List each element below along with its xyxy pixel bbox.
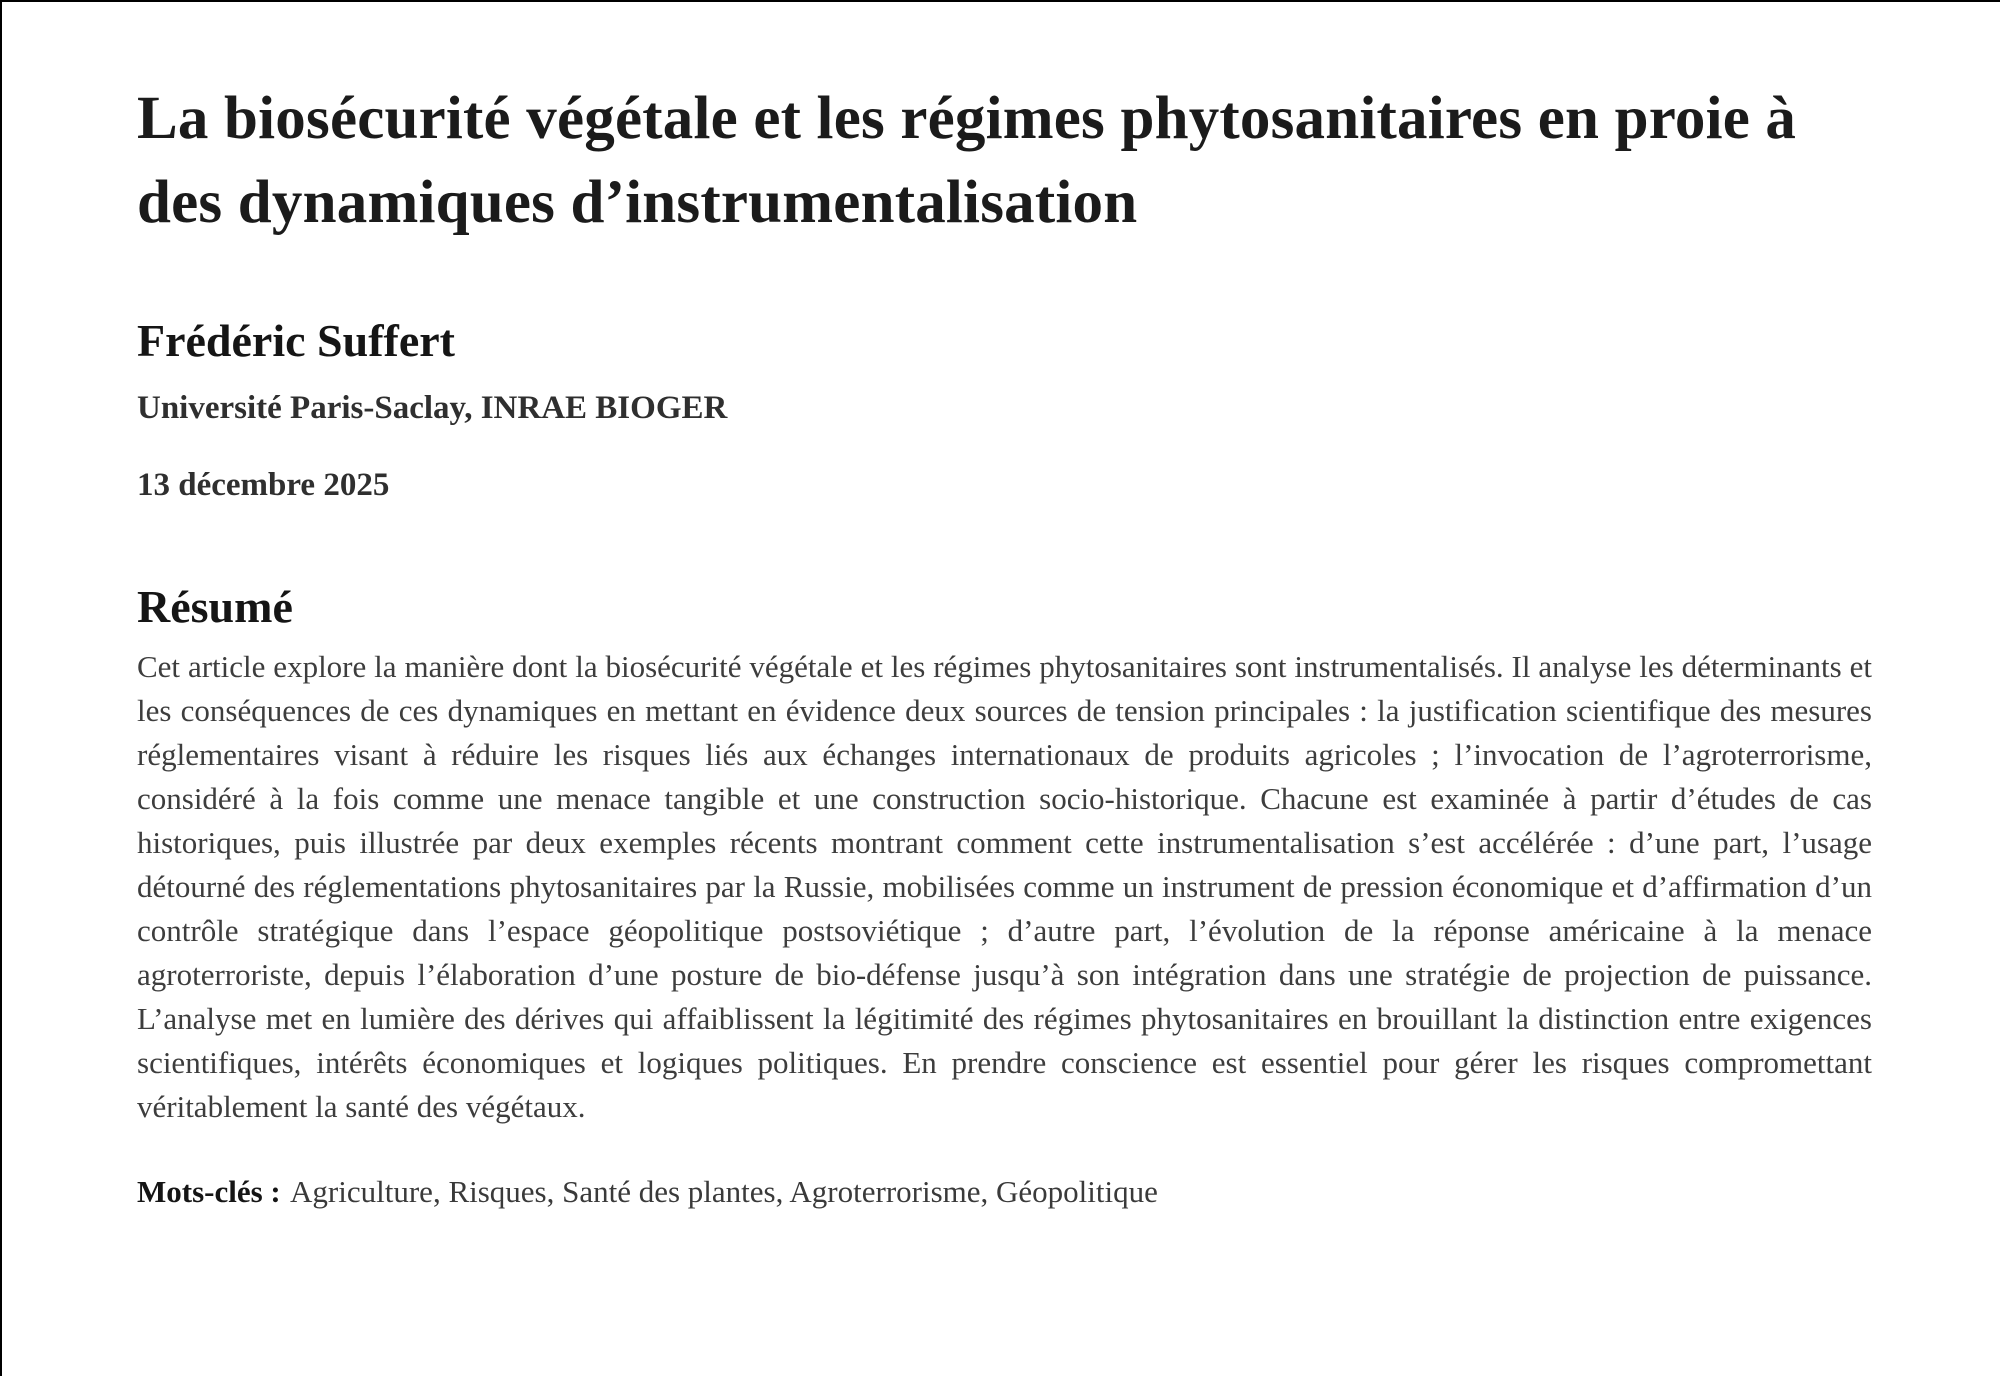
keywords-label: Mots-clés : <box>137 1174 281 1209</box>
paper-title: La biosécurité végétale et les régimes phytosanitaires en proie à des dynamiques d’instrumentalisation <box>137 85 1797 236</box>
keywords-line <box>137 1170 1872 1214</box>
author-name: Frédéric Suffert <box>137 315 456 366</box>
author-affiliation: Université Paris-Saclay, INRAE BIOGER <box>137 390 728 426</box>
publication-date: 13 décembre 2025 <box>137 467 390 503</box>
keywords-list: Agriculture, Risques, Santé des plantes, Agroterrorisme, Géopolitique <box>290 1174 1158 1209</box>
abstract-heading: Résumé <box>137 581 293 632</box>
paper-content <box>2 2 2000 1376</box>
abstract-text: Cet article explore la manière dont la biosécurité végétale et les régimes phytosanitaires sont instrumentalisés. Il analyse les déterminants et les conséquences de ces dynamiques en mettant en évidence deux sources de tension principales : la justification scientifique des mesures réglementaires visant à réduire les risques liés aux échanges internationaux de produits agricoles ; l’invocation de l’agroterrorisme, considéré à la fois comme une menace tangible et une construction socio-historique. Chacune est examinée à partir d’études de cas historiques, puis illustrée par deux exemples récents montrant comment cette instrumentalisation s’est accélérée : d’une part, l’usage détourné des réglementations phytosanitaires par la Russie, mobilisées comme un instrument de pression économique et d’affirmation d’un contrôle stratégique dans l’espace géopolitique postsoviétique ; d’autre part, l’évolution de la réponse américaine à la menace agroterroriste, depuis l’élaboration d’une posture de bio-défense jusqu’à son intégration dans une stratégie de projection de puissance. L’analyse met en lumière des dérives qui affaiblissent la légitimité des régimes phytosanitaires en brouillant la distinction entre exigences scientifiques, intérêts économiques et logiques politiques. En prendre conscience est essentiel pour gérer les risques compromettant véritablement la santé des végétaux. <box>137 649 1872 1124</box>
